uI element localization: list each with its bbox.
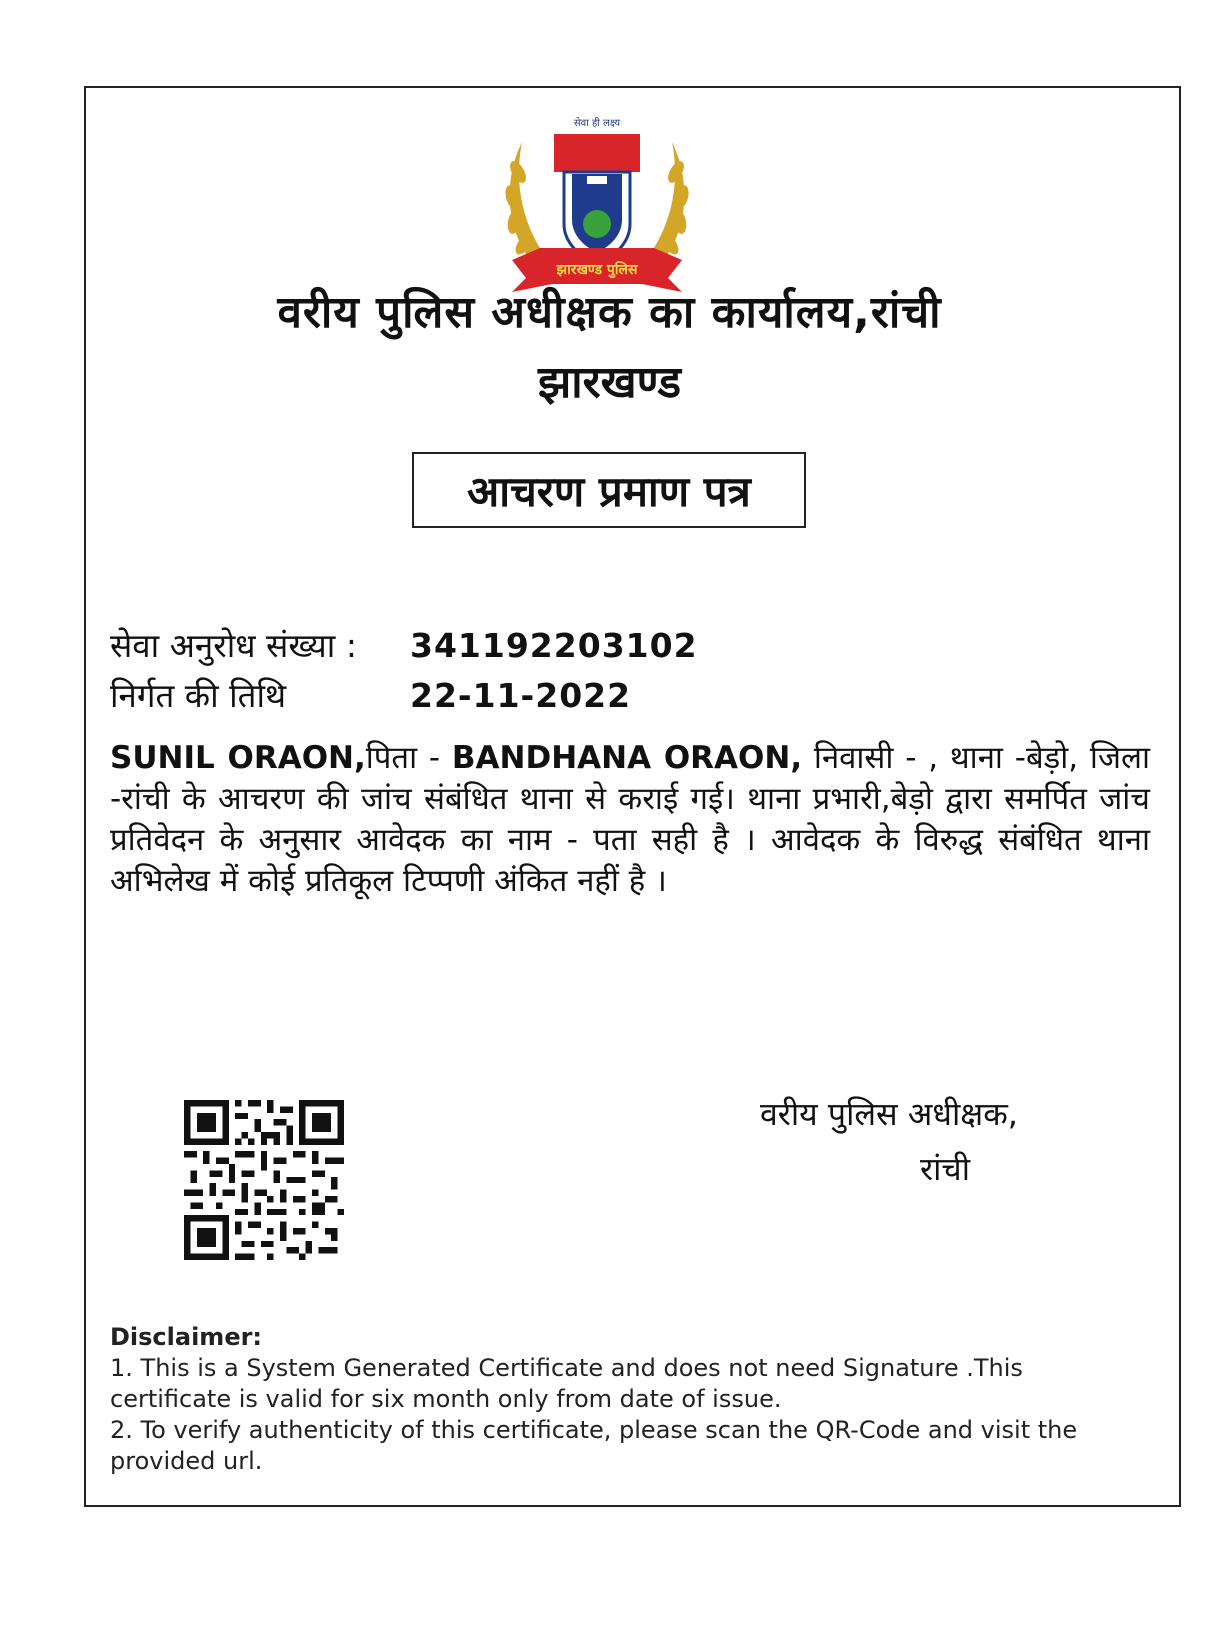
- request-number-label: सेवा अनुरोध संख्या :: [110, 626, 357, 665]
- certificate-title: [412, 452, 806, 528]
- disclaimer-item-1: 1. This is a System Generated Certificate and does not need Signature .This certificate is valid for six month only from date of issue.: [110, 1354, 1023, 1413]
- request-number-row: [110, 622, 698, 667]
- applicant-name: SUNIL ORAON,: [110, 740, 366, 776]
- disclaimer-section: [110, 1322, 1110, 1477]
- disclaimer-heading: Disclaimer:: [110, 1323, 263, 1351]
- certificate-body: [110, 738, 1150, 902]
- signatory-block: [760, 1092, 1100, 1190]
- certificate-title-text: आचरण प्रमाण पत्र: [467, 466, 751, 516]
- emblem-ribbon-text: झारखण्ड पुलिस: [556, 262, 638, 278]
- issue-date-label: निर्गत की तिथि: [110, 676, 287, 715]
- father-name: BANDHANA ORAON,: [451, 740, 803, 776]
- father-label: पिता -: [365, 740, 452, 776]
- signatory-designation: वरीय पुलिस अधीक्षक,: [760, 1095, 1018, 1133]
- office-title: वरीय पुलिस अधीक्षक का कार्यालय,रांची: [277, 287, 942, 338]
- issue-date-row: [110, 672, 631, 717]
- police-emblem-icon: [492, 112, 702, 296]
- issue-date-value: 22-11-2022: [410, 676, 632, 715]
- emblem-motto: सेवा ही लक्ष्य: [573, 118, 621, 129]
- signatory-location: रांची: [920, 1150, 970, 1188]
- disclaimer-item-2: 2. To verify authenticity of this certificate, please scan the QR-Code and visit the provided url.: [110, 1416, 1078, 1475]
- qr-code-icon[interactable]: [184, 1100, 344, 1260]
- body-text: निवासी - , थाना -बेड़ो, जिला -रांची के आचरण की जांच संबंधित थाना से कराई गई। थाना प्रभारी,बेड़ो द्वारा समर्पित जांच प्रतिवेदन के अनुसार आवेदक का नाम - पता सही है । आवेदक के विरुद्ध संबंधित थाना अभिलेख में कोई प्रतिकूल टिप्पणी अंकित नहीं है ।: [110, 740, 1150, 899]
- request-number-value: 341192203102: [410, 626, 698, 665]
- office-state: झारखण्ड: [537, 357, 682, 408]
